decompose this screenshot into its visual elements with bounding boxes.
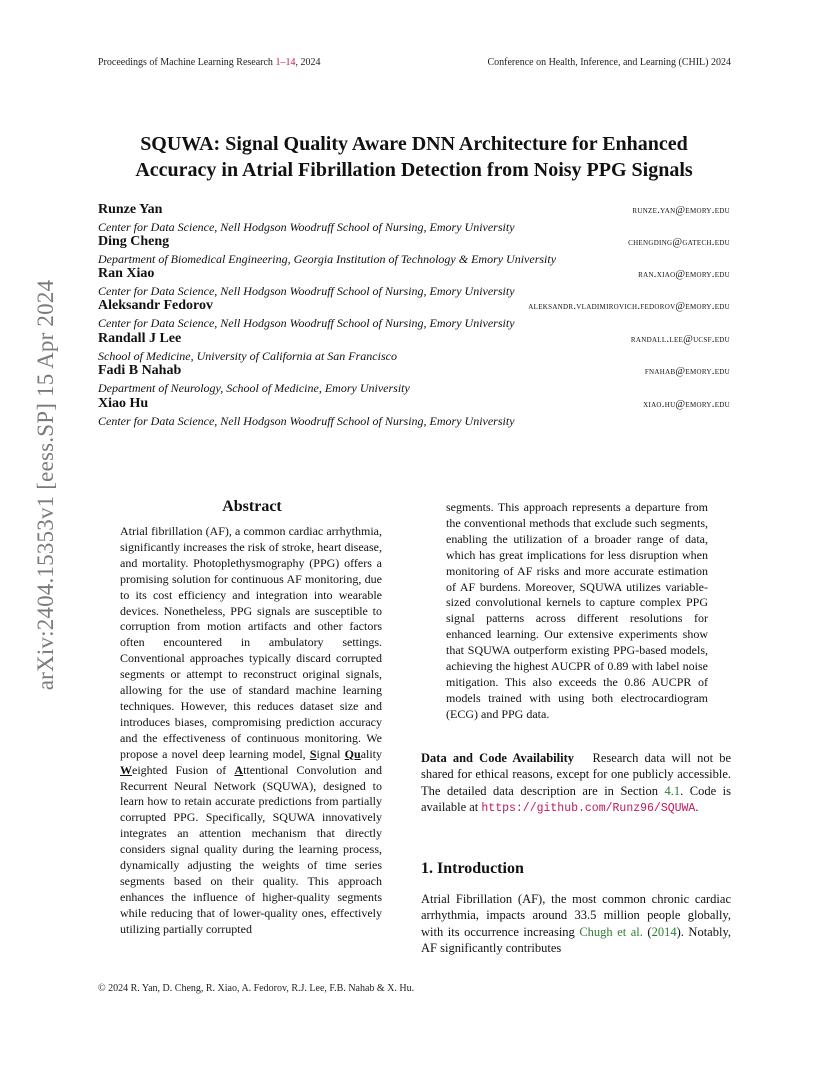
author-affiliation: Department of Neurology, School of Medicine, Emory University xyxy=(98,381,410,395)
introduction-text: ). Notably, AF significantly contributes xyxy=(421,924,732,956)
introduction-heading: 1. Introduction xyxy=(421,860,524,877)
data-availability-text: . xyxy=(695,800,699,815)
data-availability-text: Research data will not be shared for ethical reasons, except for one publicly accessible. The detailed data description are in Section xyxy=(421,751,732,798)
acronym-letter: A xyxy=(234,762,244,777)
acronym-word-rest: ttentional Convolution and Recurrent Neural Network (SQUWA), designed to learn how to retain accurate predictions from partially corrupted PPG. Specifically, SQUWA innovatively integrates an attention mechanism that directly considers signal quality during the learning process, dynamically adjusting the weights of time series segments based on their quality. This approach enhances the influence of higher-quality segments while reducing that of lower-quality ones, effectively utilizing partially corrupted xyxy=(120,762,383,936)
page-range-link[interactable]: 1–14 xyxy=(275,57,296,68)
data-availability-paragraph xyxy=(421,750,731,818)
code-repository-link[interactable]: https://github.com/Runz96/SQUWA xyxy=(481,802,696,816)
proceedings-year: , 2024 xyxy=(295,57,321,68)
copyright-footer: © 2024 R. Yan, D. Cheng, R. Xiao, A. Fedorov, R.J. Lee, F.B. Nahab & X. Hu. xyxy=(98,983,415,994)
author-email[interactable]: aleksandr.vladimirovich.fedorov@emory.edu xyxy=(528,301,730,312)
running-header-right: Conference on Health, Inference, and Learning (CHIL) 2024 xyxy=(487,57,731,68)
abstract-text: Atrial fibrillation (AF), a common cardiac arrhythmia, significantly increases the risk of stroke, heart disease, and mortality. Photoplethysmography (PPG) offers a promising solution for continuous AF monitoring, due to its cost efficiency and integration into wearable devices. Nonetheless, PPG signals are susceptible to corruption from motion artifacts and other factors often encountered in ambulatory settings. Conventional approaches typically discard corrupted segments or attempt to reconstruct original signals, allowing for the use of standard machine learning techniques. However, this reduces dataset size and introduces biases, compromising prediction accuracy and the effectiveness of continuous monitoring. We propose a novel deep learning model, xyxy=(120,524,382,761)
author-affiliation: Center for Data Science, Nell Hodgson Woodruff School of Nursing, Emory University xyxy=(98,316,515,330)
citation-year-link[interactable]: 2014 xyxy=(651,924,677,939)
author-name: Ding Cheng xyxy=(98,234,170,249)
abstract-body-right: segments. This approach represents a departure from the conventional methods that exclude such segments, enabling the utilization of a broader range of data, which has great implications for less disruption when monitoring of AF risks and more accurate estimation of AF burdens. Moreover, SQUWA utilizes variable-sized convolutional kernels to capture complex PPG signal patterns across different resolutions for enhanced learning. Our extensive experiments show that SQUWA outperform existing PPG-based models, achieving the highest AUCPR of 0.89 with label noise mitigation. This also exceeds the 0.86 AUCPR of models trained with using both electrocardiogram (ECG) and PPG data. xyxy=(446,500,708,721)
author-email[interactable]: runze.yan@emory.edu xyxy=(632,205,730,216)
author-name: Aleksandr Fedorov xyxy=(98,298,213,313)
author-name: Ran Xiao xyxy=(98,266,155,281)
author-email[interactable]: xiao.hu@emory.edu xyxy=(643,399,730,410)
data-availability-heading: Data and Code Availability xyxy=(421,751,575,765)
title-line-2: Accuracy in Atrial Fibrillation Detection from Noisy PPG Signals xyxy=(135,159,693,181)
abstract-paragraph xyxy=(120,524,382,938)
arxiv-stamp: arXiv:2404.15353v1 [eess.SP] 15 Apr 2024 xyxy=(33,279,58,691)
introduction-text: Atrial Fibrillation (AF), the most common chronic cardiac arrhythmia, impacts around 33.5 million people globally, with its occurrence increasing xyxy=(421,892,731,939)
running-header-left xyxy=(98,57,320,68)
acronym-letter: W xyxy=(120,762,132,777)
author-affiliation: Department of Biomedical Engineering, Georgia Institution of Technology & Emory University xyxy=(98,252,557,266)
author-name: Xiao Hu xyxy=(98,396,149,411)
paper-title xyxy=(60,131,768,183)
citation-paren: ( xyxy=(642,924,652,939)
acronym-word-rest: ignal xyxy=(316,746,341,761)
author-affiliation: Center for Data Science, Nell Hodgson Woodruff School of Nursing, Emory University xyxy=(98,284,515,298)
acronym-letter: S xyxy=(309,746,317,761)
abstract-body-left xyxy=(120,524,382,938)
citation-link[interactable]: Chugh et al. xyxy=(579,924,643,939)
author-name: Fadi B Nahab xyxy=(98,363,182,378)
data-availability-text: . Code is available at xyxy=(421,783,731,815)
author-affiliation: Center for Data Science, Nell Hodgson Woodruff School of Nursing, Emory University xyxy=(98,414,515,428)
acronym-word-rest: eighted Fusion of xyxy=(132,762,227,777)
proceedings-label: Proceedings of Machine Learning Research xyxy=(98,57,273,68)
author-name: Randall J Lee xyxy=(98,331,182,346)
acronym-letter: Qu xyxy=(344,746,361,761)
title-line-1: SQUWA: Signal Quality Aware DNN Architecture for Enhanced xyxy=(140,133,688,155)
section-reference-link[interactable]: 4.1 xyxy=(664,783,681,798)
abstract-heading: Abstract xyxy=(222,498,282,515)
author-name: Runze Yan xyxy=(98,202,163,217)
acronym-word-rest: ality xyxy=(360,746,383,761)
author-email[interactable]: randall.lee@ucsf.edu xyxy=(630,334,730,345)
author-email[interactable]: fnahab@emory.edu xyxy=(644,366,730,377)
author-email[interactable]: ran.xiao@emory.edu xyxy=(638,269,730,280)
introduction-paragraph xyxy=(421,891,731,957)
author-affiliation: Center for Data Science, Nell Hodgson Woodruff School of Nursing, Emory University xyxy=(98,220,515,234)
author-email[interactable]: chengding@gatech.edu xyxy=(628,237,730,248)
author-affiliation: School of Medicine, University of California at San Francisco xyxy=(98,349,397,363)
